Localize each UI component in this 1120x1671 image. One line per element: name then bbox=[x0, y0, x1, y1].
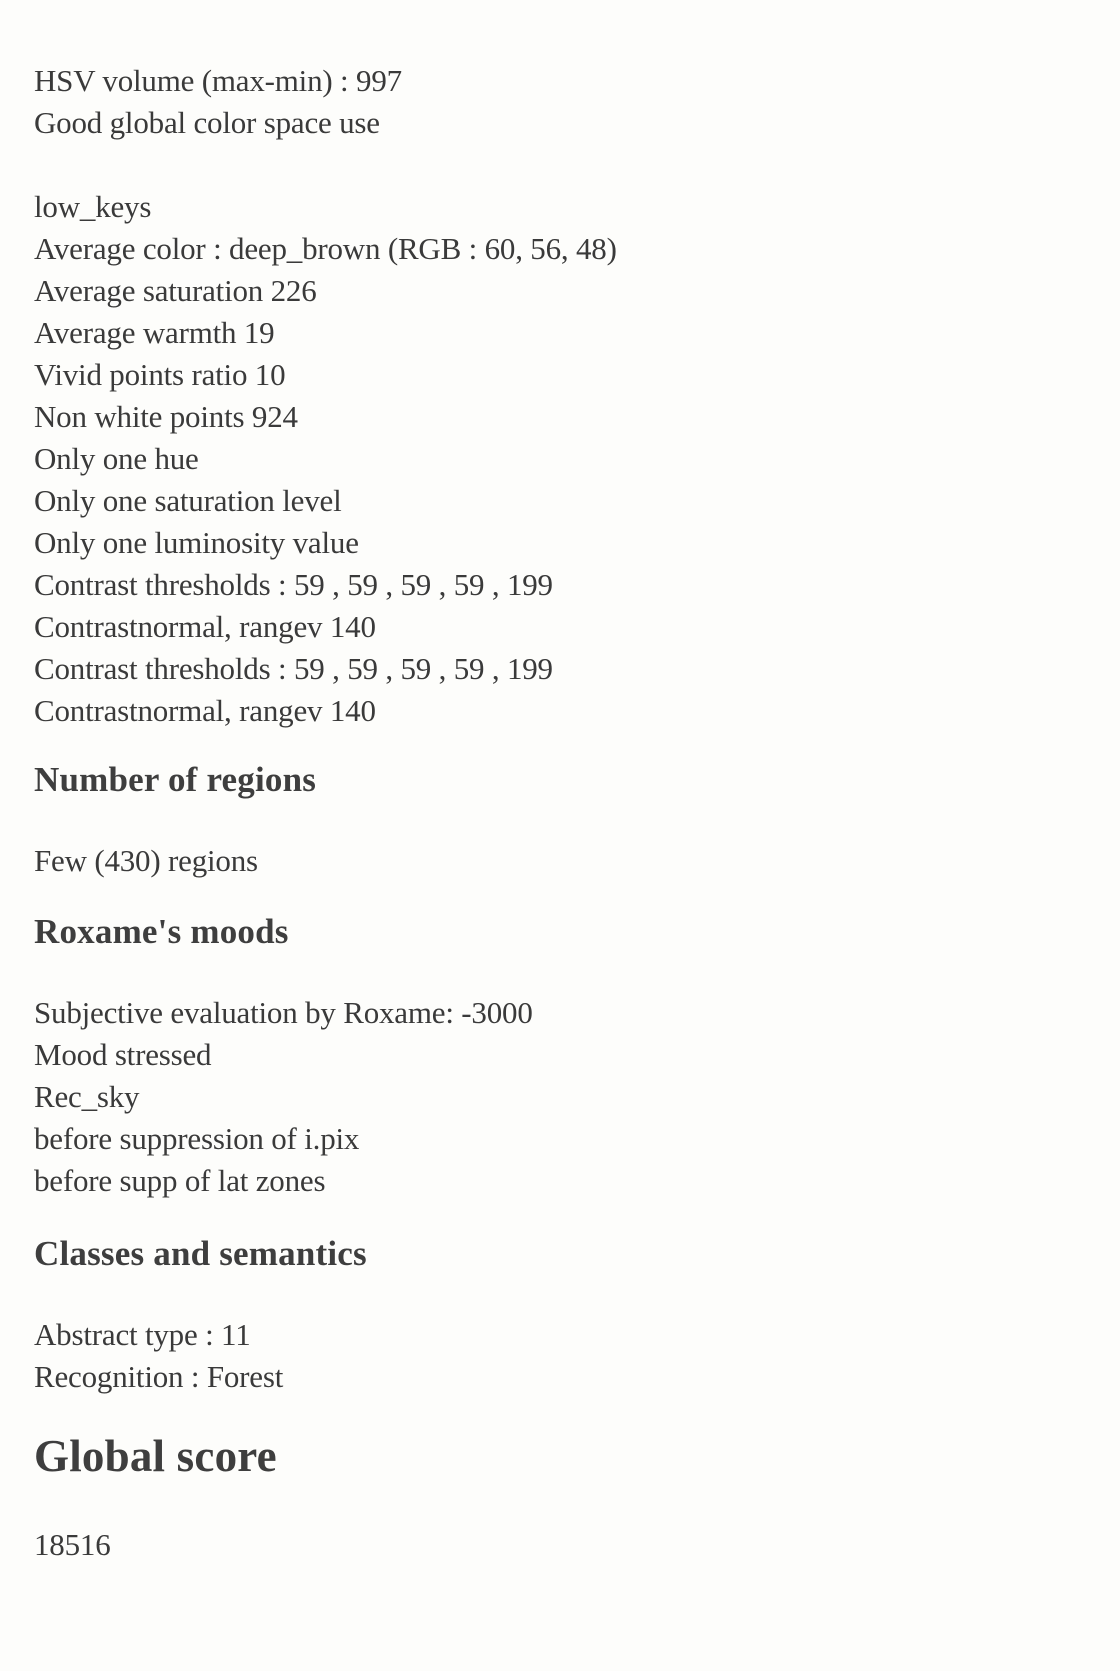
regions-count-line: Few (430) regions bbox=[34, 843, 258, 878]
contrast-normal-line: Contrastnormal, rangev 140 bbox=[34, 693, 376, 728]
color-space-use-line: Good global color space use bbox=[34, 105, 380, 140]
contrast-thresholds-line: Contrast thresholds : 59 , 59 , 59 , 59 , 199 bbox=[34, 567, 553, 602]
classes-section bbox=[34, 1232, 1084, 1398]
non-white-points-line: Non white points 924 bbox=[34, 399, 298, 434]
contrast-thresholds-line: Contrast thresholds : 59 , 59 , 59 , 59 , 199 bbox=[34, 651, 553, 686]
recognition-line: Recognition : Forest bbox=[34, 1359, 284, 1394]
report-page bbox=[34, 60, 1084, 1566]
luminosity-line: Only one luminosity value bbox=[34, 525, 359, 560]
suppression-zones-line: before supp of lat zones bbox=[34, 1163, 326, 1198]
rec-sky-line: Rec_sky bbox=[34, 1079, 140, 1114]
section-heading: Roxame's moods bbox=[34, 912, 289, 951]
section-heading: Classes and semantics bbox=[34, 1234, 367, 1273]
color-space-block bbox=[34, 60, 1084, 144]
mood-line: Mood stressed bbox=[34, 1037, 212, 1072]
contrast-normal-line: Contrastnormal, rangev 140 bbox=[34, 609, 376, 644]
vivid-points-line: Vivid points ratio 10 bbox=[34, 357, 286, 392]
hue-line: Only one hue bbox=[34, 441, 199, 476]
average-color-line: Average color : deep_brown (RGB : 60, 56, 48) bbox=[34, 231, 617, 266]
section-heading: Number of regions bbox=[34, 760, 317, 799]
hsv-volume-line: HSV volume (max-min) : 997 bbox=[34, 63, 402, 98]
average-warmth-line: Average warmth 19 bbox=[34, 315, 275, 350]
saturation-level-line: Only one saturation level bbox=[34, 483, 342, 518]
spacer bbox=[34, 144, 1084, 186]
average-saturation-line: Average saturation 226 bbox=[34, 273, 317, 308]
abstract-type-line: Abstract type : 11 bbox=[34, 1317, 251, 1352]
subjective-evaluation-line: Subjective evaluation by Roxame: -3000 bbox=[34, 995, 533, 1030]
global-score-value: 18516 bbox=[34, 1527, 111, 1562]
score-section bbox=[34, 1428, 1084, 1566]
global-score-heading: Global score bbox=[34, 1431, 277, 1481]
key-type-line: low_keys bbox=[34, 189, 152, 224]
regions-section bbox=[34, 758, 1084, 882]
suppression-pix-line: before suppression of i.pix bbox=[34, 1121, 360, 1156]
moods-section bbox=[34, 910, 1084, 1202]
analysis-block bbox=[34, 186, 1084, 732]
